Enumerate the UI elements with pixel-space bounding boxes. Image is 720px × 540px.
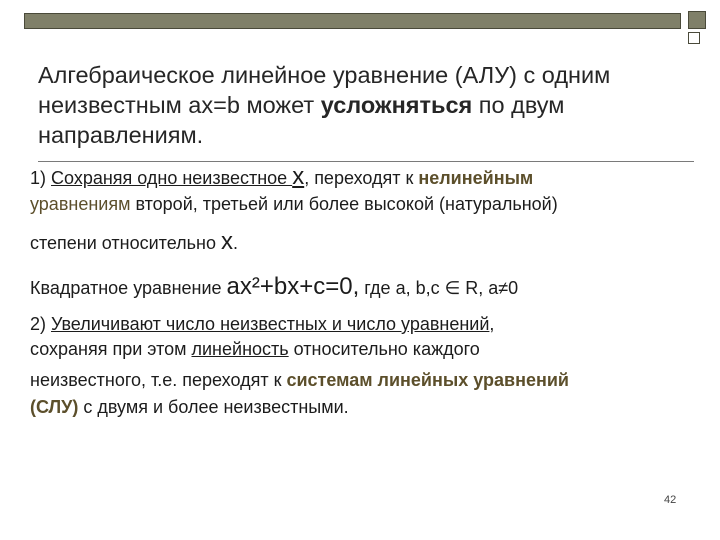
corner-square-small [688,32,700,44]
title-emphasis: усложняться [320,92,473,118]
slide-title: Алгебраическое линейное уравнение (АЛУ) с одним неизвестным ax=b может усложняться по двум направлениям. [38,62,611,148]
header-bar [24,13,681,29]
accent-slu: (СЛУ) [30,397,79,417]
item1-line3: степени относительно x. [30,228,238,255]
item2-line4: (СЛУ) с двумя и более неизвестными. [30,397,349,417]
item1-line2: уравнениям второй, третьей или более высокой (натуральной) [30,194,558,214]
variable-x: x [292,163,305,190]
corner-square-large [688,11,706,29]
item2-line2: сохраняя при этом линейность относительно каждого [30,339,480,359]
quadratic-equation: ax²+bx+c=0, [226,273,360,300]
item1-line1: 1) Сохраняя одно неизвестное x, переходят к нелинейным [30,163,534,190]
accent-systems: системам линейных уравнений [286,370,569,390]
item2-line1: 2) Увеличивают число неизвестных и число уравнений, [30,314,495,334]
item2-line3: неизвестного, т.е. переходят к системам линейных уравнений [30,370,569,390]
accent-nonlinear: нелинейным [418,168,534,188]
title-divider [38,161,694,162]
page-number: 42 [664,494,677,506]
quadratic-line: Квадратное уравнение ax²+bx+c=0, где a, b,c ∈ R, a≠0 [30,273,519,300]
